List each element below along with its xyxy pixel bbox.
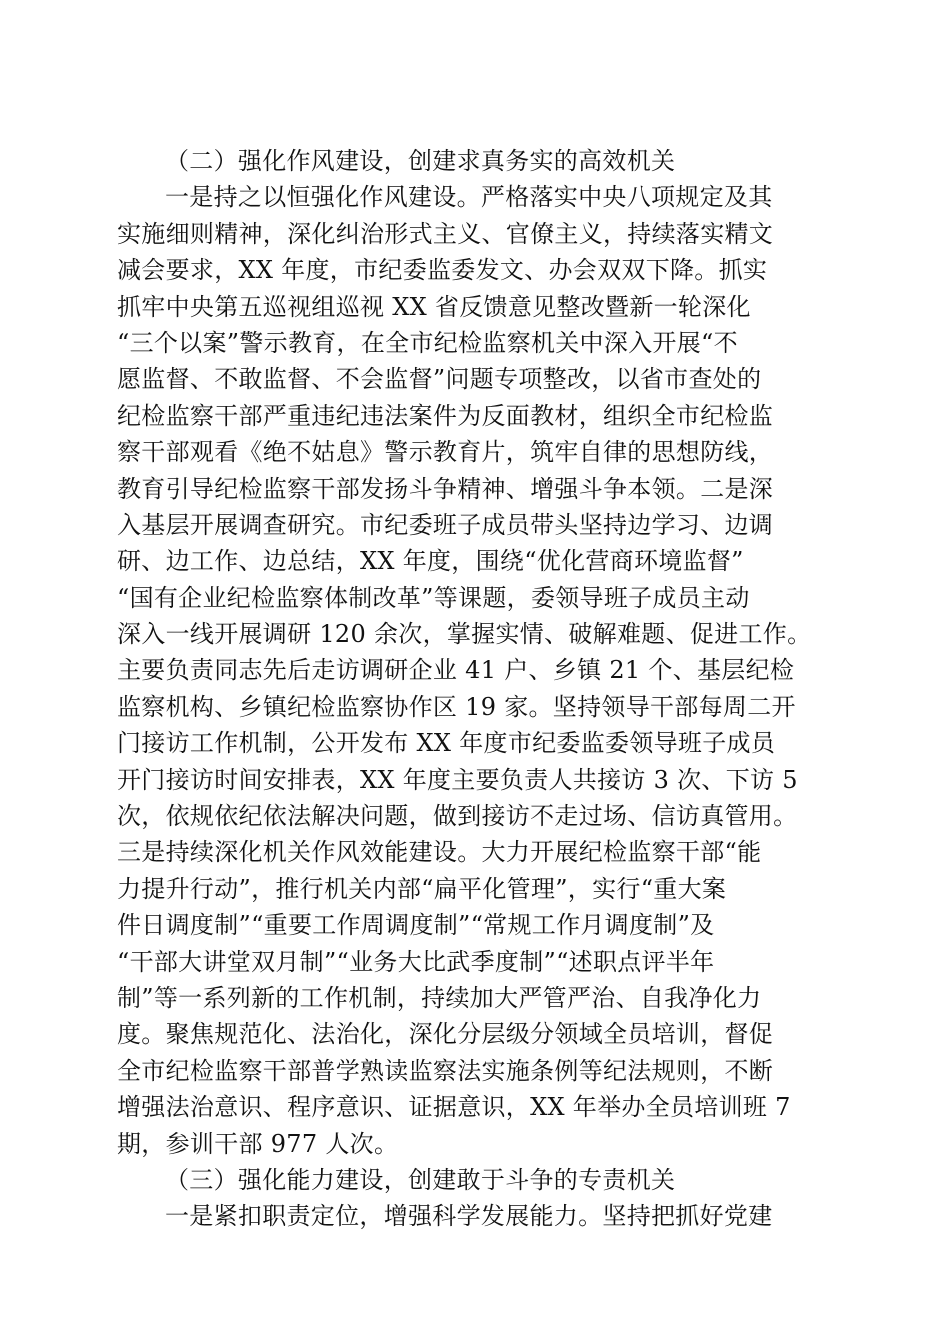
paragraph-line: 入基层开展调查研究。市纪委班子成员带头坚持边学习、边调	[117, 510, 774, 539]
paragraph-line: 研、边工作、边总结，XX 年度，围绕“优化营商环境监督”	[117, 547, 744, 576]
paragraph-line: 制”等一系列新的工作机制，持续加大严管严治、自我净化力	[117, 983, 762, 1012]
paragraph-line: 度。聚焦规范化、法治化，深化分层级分领域全员培训，督促	[117, 1020, 774, 1049]
paragraph-line: 三是持续深化机关作风效能建设。大力开展纪检监察干部“能	[117, 838, 762, 867]
paragraph-line: “三个以案”警示教育，在全市纪检监察机关中深入开展“不	[117, 328, 738, 357]
paragraph-line: 减会要求，XX 年度，市纪委监委发文、办会双双下降。抓实	[117, 256, 768, 285]
document-body	[117, 143, 829, 1235]
paragraph-line: “国有企业纪检监察体制改革”等课题，委领导班子成员主动	[117, 583, 750, 612]
paragraph-line: 深入一线开展调研 120 余次，掌握实情、破解难题、促进工作。	[117, 620, 812, 649]
paragraph-line: 监察机构、乡镇纪检监察协作区 19 家。坚持领导干部每周二开	[117, 692, 796, 721]
paragraph-line: 件日调度制”“重要工作周调度制”“常规工作月调度制”及	[117, 911, 715, 940]
section-heading-2: （二）强化作风建设，创建求真务实的高效机关	[165, 147, 676, 175]
paragraph-line: 愿监督、不敢监督、不会监督”问题专项整改，以省市查处的	[117, 365, 762, 394]
paragraph-line: “干部大讲堂双月制”“业务大比武季度制”“述职点评半年	[117, 947, 715, 976]
paragraph-line: 察干部观看《绝不姑息》警示教育片，筑牢自律的思想防线，	[117, 438, 774, 467]
paragraph-line: 实施细则精神，深化纠治形式主义、官僚主义，持续落实精文	[117, 219, 774, 248]
paragraph-line: 全市纪检监察干部普学熟读监察法实施条例等纪法规则，不断	[117, 1056, 774, 1085]
paragraph-line: 力提升行动”，推行机关内部“扁平化管理”，实行“重大案	[117, 874, 727, 903]
paragraph-line: 抓牢中央第五巡视组巡视 XX 省反馈意见整改暨新一轮深化	[117, 292, 751, 321]
paragraph-line: 期，参训干部 977 人次。	[117, 1129, 399, 1158]
section-heading-3: （三）强化能力建设，创建敢于斗争的专责机关	[165, 1165, 676, 1194]
paragraph-line: 一是持之以恒强化作风建设。严格落实中央八项规定及其	[165, 183, 773, 212]
paragraph-line: 次，依规依纪依法解决问题，做到接访不走过场、信访真管用。	[117, 802, 798, 831]
paragraph-line: 纪检监察干部严重违纪违法案件为反面教材，组织全市纪检监	[117, 401, 774, 430]
paragraph-line: 主要负责同志先后走访调研企业 41 户、乡镇 21 个、基层纪检	[117, 656, 795, 685]
paragraph-line: 门接访工作机制，公开发布 XX 年度市纪委监委领导班子成员	[117, 729, 776, 758]
paragraph-line: 教育引导纪检监察干部发扬斗争精神、增强斗争本领。二是深	[117, 474, 774, 503]
paragraph-line: 一是紧扣职责定位，增强科学发展能力。坚持把抓好党建	[165, 1202, 773, 1231]
paragraph-line: 增强法治意识、程序意识、证据意识，XX 年举办全员培训班 7	[117, 1093, 791, 1122]
paragraph-line: 开门接访时间安排表，XX 年度主要负责人共接访 3 次、下访 5	[117, 765, 798, 794]
